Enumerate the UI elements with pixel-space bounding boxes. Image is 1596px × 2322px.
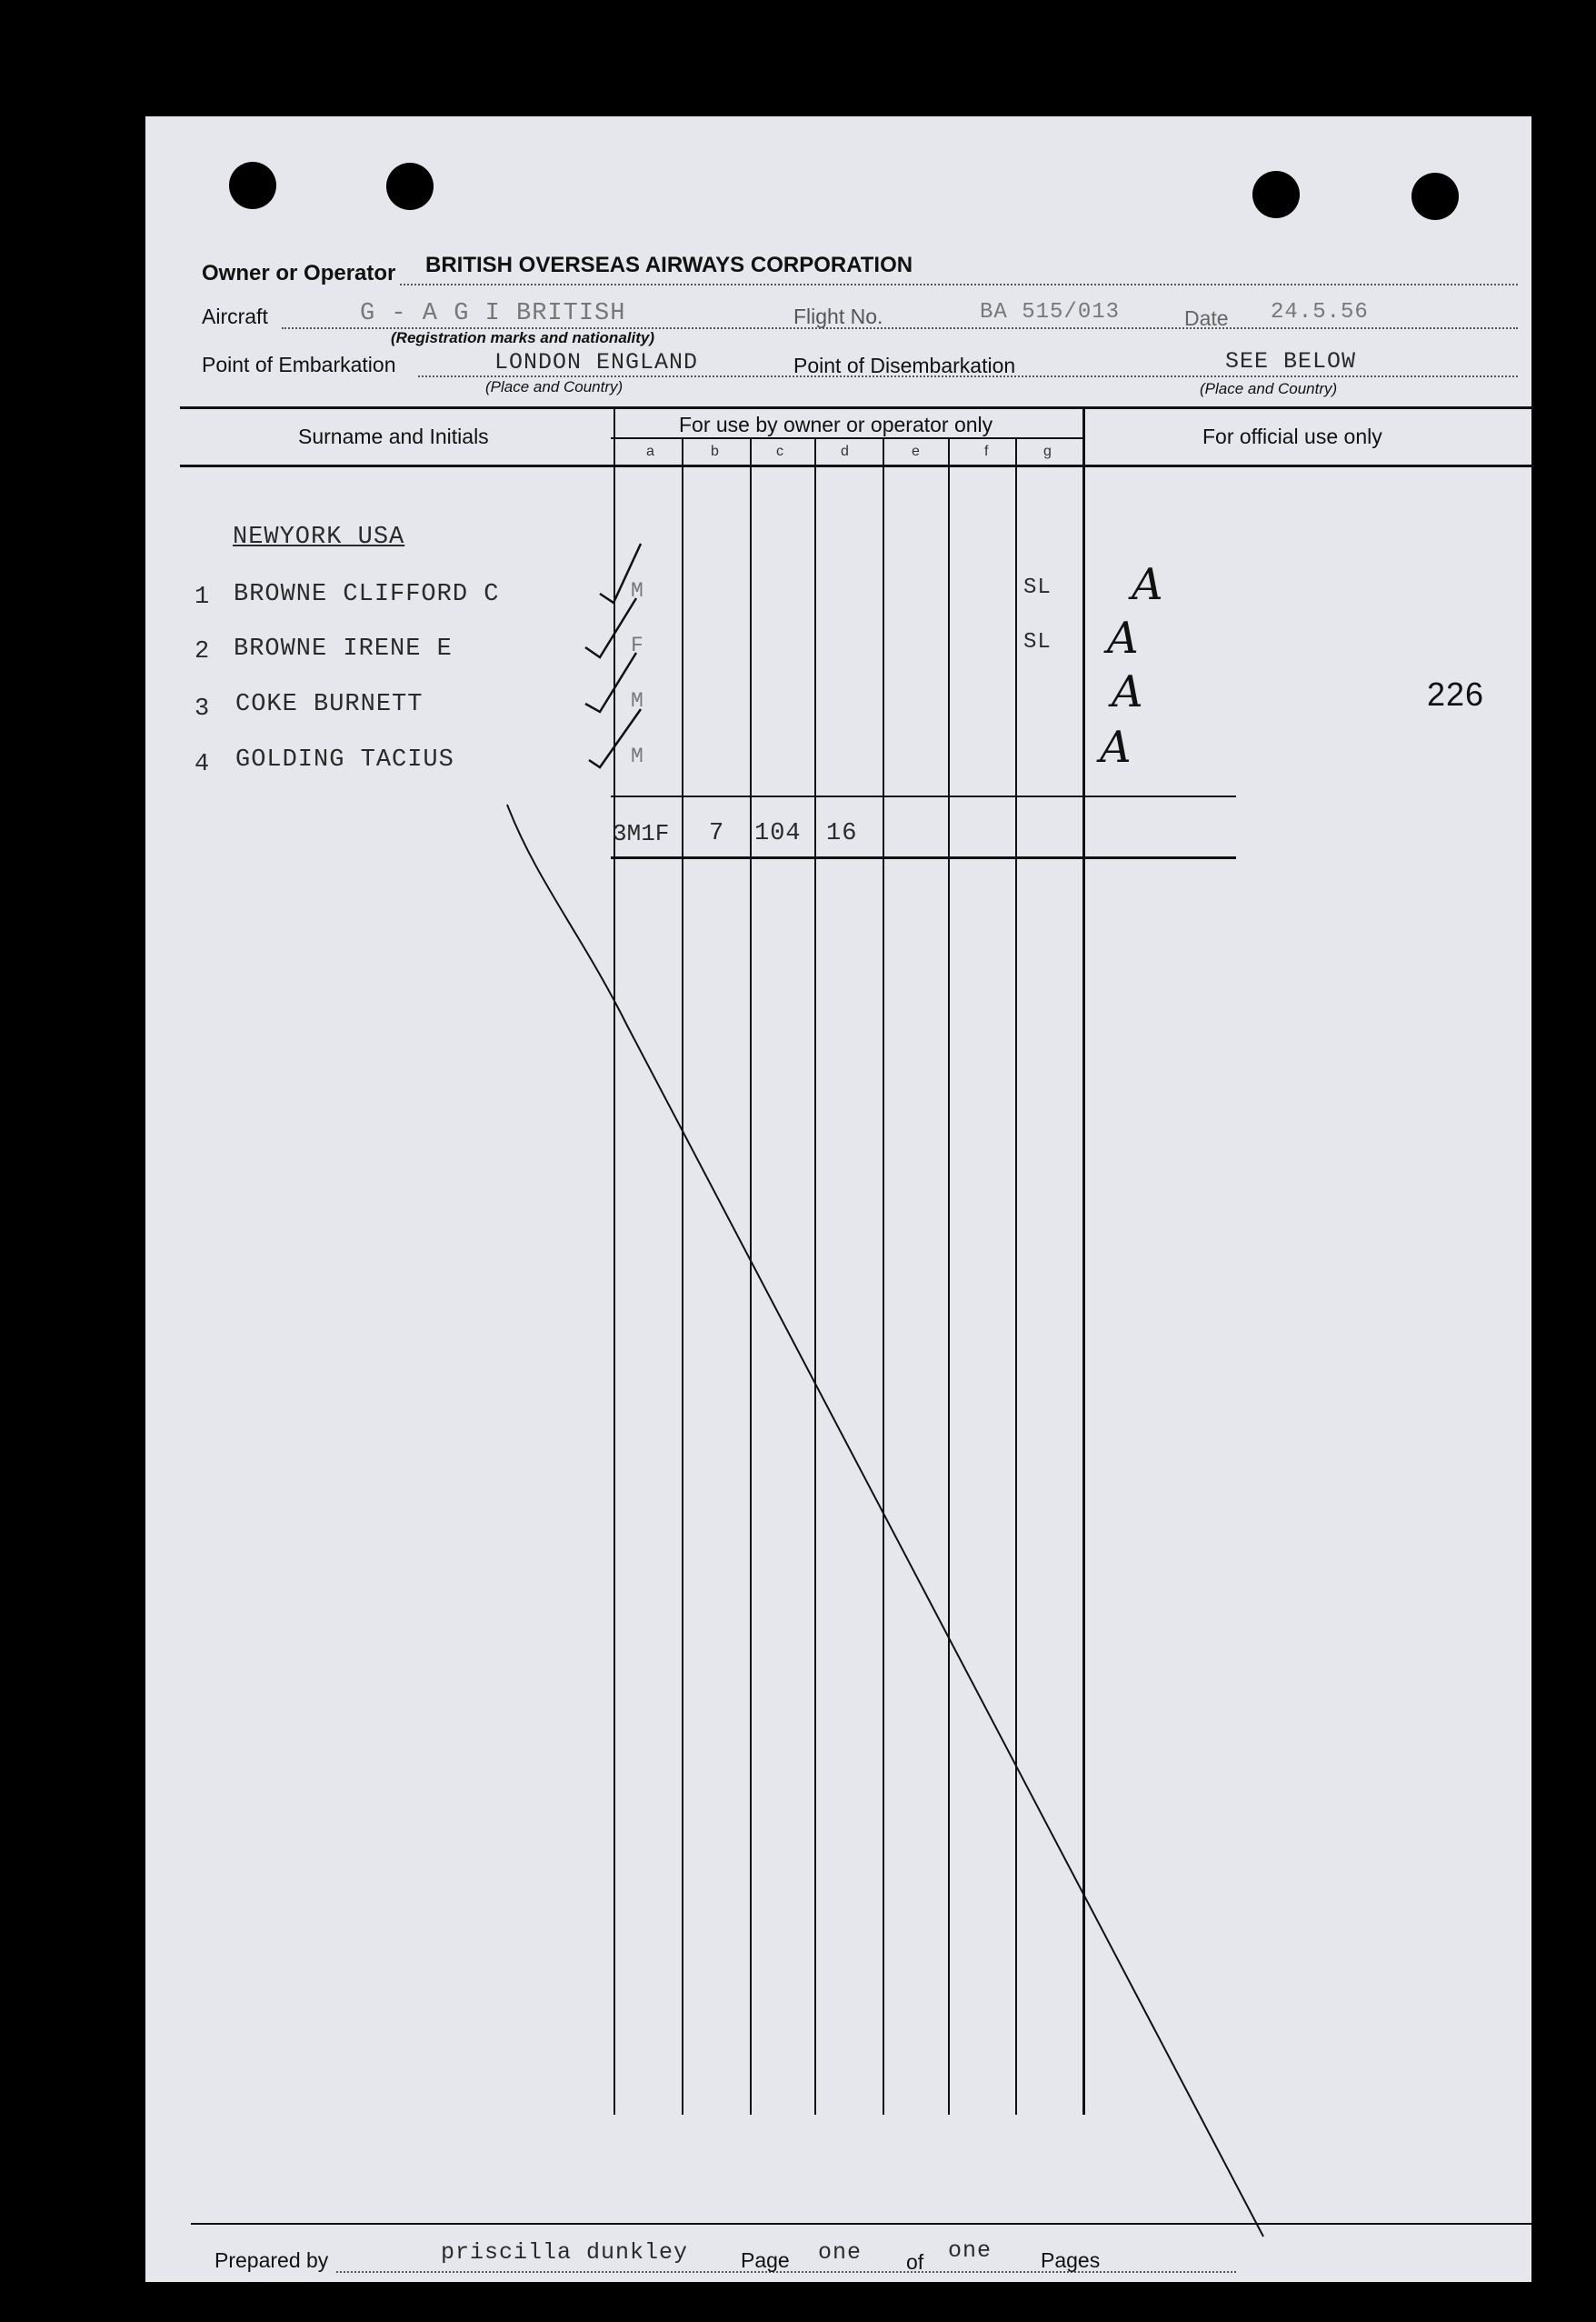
sex-cell: F xyxy=(631,634,644,657)
sex-cell: M xyxy=(631,745,644,768)
owner-label: Owner or Operator xyxy=(202,261,396,285)
destination-label: NEWYORK USA xyxy=(233,524,405,551)
prepared-value: priscilla dunkley xyxy=(441,2239,689,2266)
page-label: Page xyxy=(741,2248,790,2272)
subcol-f: f xyxy=(984,444,989,459)
owner-value: BRITISH OVERSEAS AIRWAYS CORPORATION xyxy=(425,253,913,277)
row-number: 2 xyxy=(195,638,211,666)
subcol-d: d xyxy=(841,444,849,459)
col-header-owner: For use by owner or operator only xyxy=(679,413,993,436)
date-value: 24.5.56 xyxy=(1271,300,1369,325)
sex-cell: M xyxy=(631,579,644,603)
aircraft-value: G - A G I BRITISH xyxy=(360,300,626,327)
page-value: one xyxy=(818,2239,863,2266)
sex-cell: M xyxy=(631,689,644,713)
punch-hole xyxy=(1252,171,1300,218)
embark-caption: (Place and Country) xyxy=(485,378,623,395)
aircraft-caption: (Registration marks and nationality) xyxy=(391,329,654,346)
of-value: one xyxy=(948,2237,993,2264)
flight-value: BA 515/013 xyxy=(980,300,1121,325)
class-cell: SL xyxy=(1023,630,1052,655)
total-sex: 3M1F xyxy=(613,820,670,847)
subcol-e: e xyxy=(912,444,920,459)
subcol-a: a xyxy=(646,444,654,459)
subcol-b: b xyxy=(711,444,719,459)
official-note: 226 xyxy=(1427,676,1485,713)
official-mark: A xyxy=(1100,722,1132,773)
subcol-c: c xyxy=(776,444,783,459)
punch-hole xyxy=(386,163,434,210)
punch-hole xyxy=(1411,173,1459,220)
col-header-official: For official use only xyxy=(1202,425,1382,448)
row-number: 4 xyxy=(195,751,211,778)
official-mark: A xyxy=(1107,613,1139,664)
prepared-label: Prepared by xyxy=(214,2248,329,2272)
row-number: 1 xyxy=(195,584,211,611)
official-mark: A xyxy=(1112,666,1143,717)
checkmark-icon xyxy=(585,653,636,712)
official-mark: A xyxy=(1132,559,1163,610)
total-d: 16 xyxy=(826,820,858,847)
manifest-sheet xyxy=(145,116,1531,2282)
col-header-surname: Surname and Initials xyxy=(298,425,489,448)
pages-label: Pages xyxy=(1041,2248,1101,2272)
row-number: 3 xyxy=(195,696,211,723)
checkmark-icon xyxy=(585,598,636,657)
strike-line xyxy=(507,805,1263,2237)
punch-hole xyxy=(229,162,276,209)
embark-label: Point of Embarkation xyxy=(202,353,396,376)
disembark-caption: (Place and Country) xyxy=(1200,380,1338,397)
aircraft-label: Aircraft xyxy=(202,305,268,328)
disembark-value: SEE BELOW xyxy=(1225,348,1357,375)
disembark-label: Point of Disembarkation xyxy=(793,354,1016,377)
passenger-name: COKE BURNETT xyxy=(235,691,424,718)
of-label: of xyxy=(906,2250,924,2274)
passenger-name: GOLDING TACIUS xyxy=(235,746,454,774)
passenger-name: BROWNE CLIFFORD C xyxy=(234,581,500,608)
total-b: 7 xyxy=(709,820,725,847)
total-c: 104 xyxy=(754,820,802,847)
embark-value: LONDON ENGLAND xyxy=(494,349,699,375)
passenger-name: BROWNE IRENE E xyxy=(234,636,453,663)
flight-label: Flight No. xyxy=(793,305,883,328)
subcol-g: g xyxy=(1043,444,1052,459)
class-cell: SL xyxy=(1023,575,1052,600)
date-label: Date xyxy=(1184,306,1229,330)
